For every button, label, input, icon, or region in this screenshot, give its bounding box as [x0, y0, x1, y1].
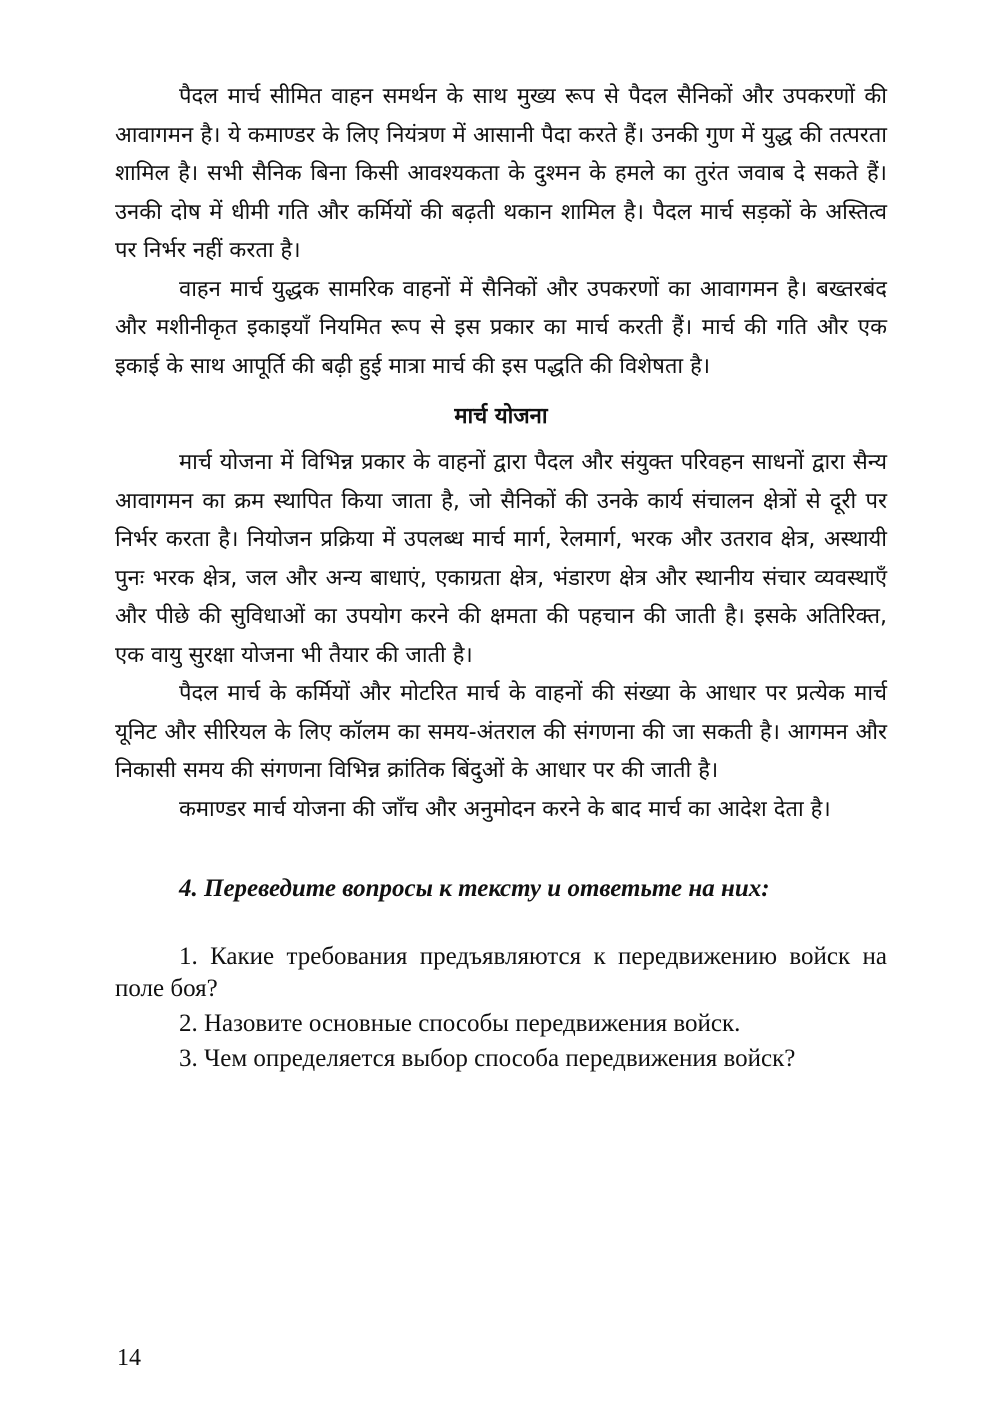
paragraph-foot-march: पैदल मार्च सीमित वाहन समर्थन के साथ मुख्य रूप से पैदल सैनिकों और उपकरणों की आवागमन है। ये कमाण्डर के लिए नियंत्रण में आसानी पैदा करते हैं। उनकी गुण में युद्ध की तत्परता शामिल है। सभी सैनिक बिना किसी आवश्यकता के दुश्मन के हमले का तुरंत जवाब दे सकते हैं। उनकी दोष में धीमी गति और कर्मियों की बढ़ती थकान शामिल है। पैदल मार्च सड़कों के अस्तित्व पर निर्भर नहीं करता है।: [115, 84, 887, 263]
question-item: 1. Какие требования предъявляются к передвижению войск на поле боя?: [115, 943, 887, 1002]
question-item: 3. Чем определяется выбор способа передвижения войск?: [179, 1045, 796, 1072]
paragraph-column-intervals: पैदल मार्च के कर्मियों और मोटरित मार्च के वाहनों की संख्या के आधार पर प्रत्येक मार्च यूनिट और सीरियल के लिए कॉलम का समय-अंतराल की संगणना की जा सकती है। आगमन और निकासी समय की संगणना विभिन्न क्रांतिक बिंदुओं के आधार पर की जाती है।: [115, 681, 887, 783]
page-body: [115, 78, 887, 1078]
task-heading: 4. Переведите вопросы к тексту и ответьте на них:: [179, 875, 770, 902]
paragraph-march-planning: मार्च योजना में विभिन्न प्रकार के वाहनों द्वारा पैदल और संयुक्त परिवहन साधनों द्वारा सैन्य आवागमन का क्रम स्थापित किया जाता है, जो सैनिकों की उनके कार्य संचालन क्षेत्रों से दूरी पर निर्भर करता है। नियोजन प्रक्रिया में उपलब्ध मार्च मार्ग, रेलमार्ग, भरक और उतराव क्षेत्र, अस्थायी पुनः भरक क्षेत्र, जल और अन्य बाधाएं, एकाग्रता क्षेत्र, भंडारण क्षेत्र और स्थानीय संचार व्यवस्थाएँ और पीछे की सुविधाओं का उपयोग करने की क्षमता की पहचान की जाती है। इसके अतिरिक्त, एक वायु सुरक्षा योजना भी तैयार की जाती है।: [115, 450, 887, 668]
section-heading: मार्च योजना: [454, 404, 548, 429]
paragraph-commander-order: कमाण्डर मार्च योजना की जाँच और अनुमोदन करने के बाद मार्च का आदेश देता है।: [179, 796, 831, 822]
paragraph-vehicle-march: वाहन मार्च युद्धक सामरिक वाहनों में सैनिकों और उपकरणों का आवागमन है। बख्तरबंद और मशीनीकृत इकाइयाँ नियमित रूप से इस प्रकार का मार्च करती हैं। मार्च की गति और एक इकाई के साथ आपूर्ति की बढ़ी हुई मात्रा मार्च की इस पद्धति की विशेषता है।: [115, 276, 887, 379]
page-number: 14: [117, 1345, 141, 1371]
question-item: 2. Назовите основные способы передвижения войск.: [179, 1010, 741, 1037]
